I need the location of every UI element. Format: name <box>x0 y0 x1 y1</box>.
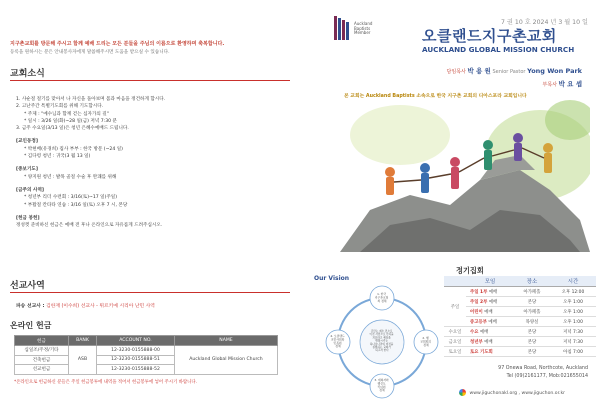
church-name-english: AUCKLAND GLOBAL MISSION CHURCH <box>422 45 575 54</box>
offering-guide-text: 정성껏 준비하신 헌금은 예배 전 후나 온라인으로 자유롭게 드려주십시오. <box>16 223 163 229</box>
welcome-message: 지구촌교회를 방문해 주시고 함께 예배 드리는 모든 분들을 주님의 이름으로 환영하며 축복합니다. <box>10 41 225 47</box>
offering-note: *온라인으로 헌금하신 분들은 주일 헌금봉투에 내역을 적어서 헌금봉투에 넣어 주시기 바랍니다. <box>14 380 197 385</box>
table-row <box>15 346 278 356</box>
worship-name: 주일 1부 예배 <box>466 287 514 297</box>
pastor-role-en: Senior Pastor <box>492 69 526 75</box>
online-offering-table <box>14 335 278 375</box>
intercession-item: * 양지원 청년 : 발목 골절 수술 후 완쾌를 위해 <box>24 174 117 180</box>
table-row <box>444 327 596 337</box>
logo-line: Baptists <box>354 25 371 31</box>
vision-node-1-text: 1. 한국 지구촌교회 의 정체 <box>374 292 389 303</box>
worship-time: 오후 1:00 <box>550 297 596 307</box>
account-number: 12-3230-0155888-00 <box>97 346 175 356</box>
worship-name: 어린이 예배 <box>466 307 514 317</box>
table-row <box>444 307 596 317</box>
browser-icon <box>459 389 466 396</box>
worship-time: 저녁 7:30 <box>550 337 596 347</box>
church-address <box>498 365 588 381</box>
online-offering-title: 온라인 헌금 <box>10 321 52 330</box>
account-number: 12-3230-0155888-51 <box>97 355 175 365</box>
phone-line: Tel (09)2161177, Mob:021655014 <box>506 374 588 379</box>
worship-schedule-table <box>444 276 596 357</box>
worship-name: 주일 2부 예배 <box>466 297 514 307</box>
col-day <box>444 276 466 287</box>
worship-day: 토요일 <box>444 347 466 357</box>
visitors-heading: [교인동정] <box>16 139 38 145</box>
worship-day: 수요일 <box>444 327 466 337</box>
vision-title: Our Vision <box>314 275 350 282</box>
affiliation-statement: 본 교회는 Auckland Baptists 소속으로 한국 지구촌 교회의 디아스포라 교회입니다 <box>344 94 527 99</box>
vision-diagram <box>310 278 444 400</box>
worship-day: 주일 <box>444 287 466 327</box>
vision-node-3-text: 3. 재회자와 행신도 리더의 정체 <box>374 378 389 393</box>
col-name: NAME <box>175 336 278 346</box>
hikers-illustration-icon <box>330 100 590 252</box>
assoc-name: 박 요 셉 <box>558 80 582 88</box>
worship-time: 오후 1:00 <box>550 307 596 317</box>
church-name-korean: 오클랜드지구촌교회 <box>422 27 557 45</box>
missionary-value: 김한재 (이수희) 선교사 - 튀르키예 시리아 난민 사역 <box>46 304 155 309</box>
visitor-item-1: * 박현배(유경희) 집사 부부 : 한국 방문 (~24 일) <box>24 146 123 152</box>
worship-place: 목양실 <box>514 317 550 327</box>
news-item-1: 1. 사순절 절기를 맞아서 나 자신을 돌아보며 몸과 마음을 정건하게 합시다. <box>16 97 166 102</box>
intercession-heading: [중보기도] <box>16 167 38 173</box>
news-title: 교회소식 <box>10 69 45 79</box>
worship-place: 아가페홀 <box>514 287 550 297</box>
events-heading: [금주의 사역] <box>16 187 44 193</box>
left-page <box>0 0 296 420</box>
logo-line: Member <box>354 30 371 36</box>
table-row <box>444 297 596 307</box>
associate-pastor <box>543 79 582 88</box>
news-item-2: 2. 고난주간 특별기도회를 위해 기도합시다. <box>16 104 104 110</box>
table-row <box>444 287 596 297</box>
pastor-name-en: Yong Won Park <box>527 67 582 75</box>
worship-place: 본당 <box>514 327 550 337</box>
missions-divider <box>10 292 290 293</box>
col-offering: 헌금 <box>15 336 69 346</box>
vision-center-text: 주만는 예수 민으로 이전 사람으로 만족을 치유하고 세상을 변화시키는 하나님나라의 비전을 실현하는 교회가 되고자 한다 <box>369 330 394 353</box>
worship-schedule-title: 정기집회 <box>456 266 484 275</box>
col-meeting: 모임 <box>466 276 514 287</box>
registration-message: 등록을 원하시는 분은 안내봉사자에게 말씀해주시면 도움을 받으실 수 있습니다. <box>10 50 170 55</box>
prayer-theme: * 주제 : "예수님과 함께 걷는 십자가의 길" <box>24 111 109 117</box>
vision-node-2-text: 2. 행 교회회의 정체 <box>420 336 431 347</box>
account-holder: Auckland Global Mission Church <box>175 346 278 375</box>
worship-header-row <box>444 276 596 287</box>
worship-name: 토요 기도회 <box>466 347 514 357</box>
news-item-3: 3. 금주 수요일(3/13 일)은 청년 은혜수예배드 드립니다. <box>16 126 129 132</box>
pastor-role: 담임목사 <box>446 69 466 75</box>
col-place: 장소 <box>514 276 550 287</box>
worship-name: 청년부 예배 <box>466 337 514 347</box>
worship-time: 저녁 7:30 <box>550 327 596 337</box>
missions-title: 선교사역 <box>10 281 45 291</box>
bank-name: ASB <box>69 346 97 375</box>
offering-kind: 선교헌금 <box>15 365 69 375</box>
website-links[interactable]: www.jiguchonakl.org , www.jiguchon.or.kr <box>469 391 566 396</box>
pastor-name: 박 용 원 <box>467 67 491 75</box>
worship-name: 중고등부 예배 <box>466 317 514 327</box>
worship-place: 본당 <box>514 337 550 347</box>
issue-date: 7 권 10 호 2024 년 3 월 10 일 <box>501 19 588 26</box>
worship-day: 금요일 <box>444 337 466 347</box>
worship-place: 본당 <box>514 347 550 357</box>
right-page <box>304 0 600 420</box>
event-item-2: * 부활절 칸타타 연습 : 3/16 일(토) 오후 7 시, 본당 <box>24 202 128 208</box>
visitor-item-2: * 김다령 청년 : 귀국(3 월 13 일) <box>24 154 91 160</box>
website-line <box>459 389 565 396</box>
worship-time: 오후 1:00 <box>550 317 596 327</box>
assoc-role: 부목사 <box>542 82 558 88</box>
news-body <box>16 96 286 229</box>
prayer-date: * 일시 : 3/26 일(화)~28 일(금) 저녁 7:30 분 <box>24 118 117 124</box>
table-row <box>444 317 596 327</box>
event-item-1: * 청년부 리더 수련회 : 3/16(토)~17 일(주일) <box>24 195 118 201</box>
col-time: 시간 <box>550 276 596 287</box>
logo-line: Auckland <box>354 21 373 26</box>
worship-time: 오후 12:00 <box>550 287 596 297</box>
logo-caption <box>354 22 372 36</box>
address-line: 97 Onewa Road, Northcote, Auckland <box>498 366 588 371</box>
worship-time: 아침 7:00 <box>550 347 596 357</box>
missionary-line <box>16 302 155 309</box>
offering-kind: 건축헌금 <box>15 355 69 365</box>
senior-pastor <box>447 66 582 75</box>
col-account: ACCOUNT NO. <box>97 336 175 346</box>
offering-guide-heading: [헌금 봉헌] <box>16 215 40 221</box>
offering-kind: 십일조/주정/기타 <box>15 346 69 356</box>
vision-node-4-text: 4. 오클랜드 교민사회와 민족의 정체 <box>330 334 345 349</box>
news-divider <box>10 80 290 81</box>
table-row <box>444 347 596 357</box>
offering-header-row <box>15 336 278 346</box>
worship-name: 수요 예배 <box>466 327 514 337</box>
account-number: 12-3230-0155888-52 <box>97 365 175 375</box>
missionary-label: 파송 선교사 : <box>16 304 45 309</box>
table-row <box>444 337 596 347</box>
col-bank: BANK <box>69 336 97 346</box>
worship-place: 본당 <box>514 297 550 307</box>
worship-place: 아가페홀 <box>514 307 550 317</box>
